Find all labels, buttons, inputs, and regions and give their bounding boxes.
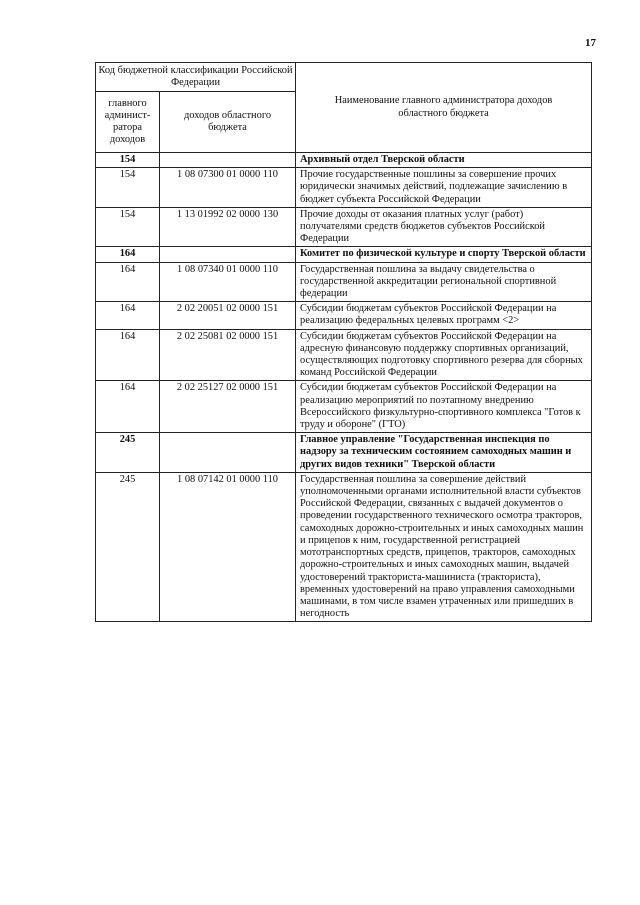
revenue-code-cell: 1 08 07340 01 0000 110 (160, 262, 296, 302)
revenue-code-cell: 1 08 07300 01 0000 110 (160, 168, 296, 208)
revenue-code-cell (160, 433, 296, 473)
header-administrator-name: Наименование главного администратора доходов областного бюджета (296, 63, 592, 153)
table-header (96, 63, 592, 153)
name-cell: Субсидии бюджетам субъектов Российской Федерации на реализацию мероприятий по поэтапному внедрению Всероссийского физкультурно-спортивного комплекса "Готов к труду и обороне" (ГТО) (296, 381, 592, 433)
admin-code-cell: 164 (96, 302, 160, 329)
table-row (96, 381, 592, 433)
table-body (96, 153, 592, 622)
table-row (96, 302, 592, 329)
revenue-code-cell (160, 247, 296, 262)
table-row (96, 472, 592, 621)
table-row (96, 207, 592, 247)
admin-code-cell: 164 (96, 262, 160, 302)
table-row (96, 168, 592, 208)
admin-code-cell: 154 (96, 153, 160, 168)
table-section-row (96, 247, 592, 262)
budget-classification-table (95, 62, 592, 622)
name-cell: Прочие государственные пошлины за совершение прочих юридически значимых действий, подлежащие зачислению в бюджет субъекта Российской Федерации (296, 168, 592, 208)
admin-code-cell: 245 (96, 472, 160, 621)
header-budget-classification-code: Код бюджетной классификации Российской Федерации (96, 63, 296, 92)
admin-code-cell: 164 (96, 381, 160, 433)
header-main-administrator: главного админист-ратора доходов (96, 92, 160, 153)
revenue-code-cell: 2 02 25081 02 0000 151 (160, 329, 296, 381)
admin-code-cell: 154 (96, 168, 160, 208)
name-cell: Субсидии бюджетам субъектов Российской Федерации на адресную финансовую поддержку спортивных организаций, осуществляющих подготовку спортивного резерва для сборных команд Российской Федерации (296, 329, 592, 381)
revenue-code-cell: 1 08 07142 01 0000 110 (160, 472, 296, 621)
admin-code-cell: 164 (96, 329, 160, 381)
name-cell: Главное управление "Государственная инспекция по надзору за техническим состоянием самоходных машин и других видов техники" Тверской области (296, 433, 592, 473)
admin-code-cell: 245 (96, 433, 160, 473)
name-cell: Государственная пошлина за совершение действий уполномоченными органами исполнительной власти субъектов Российской Федерации, связанных с выдачей документов о проведении государственного технического осмотра тракторов, самоходных дорожно-строительных и иных самоходных машин и прицепов к ним, государственной регистрацией мототранспортных средств, прицепов, тракторов, самоходных дорожно-строительных и иных самоходных машин, выдачей удостоверений тракториста-машиниста (тракториста), временных удостоверений на право управления самоходными машинами, в том числе взамен утраченных или пришедших в негодность (296, 472, 592, 621)
name-cell: Прочие доходы от оказания платных услуг (работ) получателями средств бюджетов субъектов Российской Федерации (296, 207, 592, 247)
revenue-code-cell (160, 153, 296, 168)
name-cell: Субсидии бюджетам субъектов Российской Федерации на реализацию федеральных целевых программ <2> (296, 302, 592, 329)
table-section-row (96, 153, 592, 168)
admin-code-cell: 164 (96, 247, 160, 262)
name-cell: Архивный отдел Тверской области (296, 153, 592, 168)
table-row (96, 329, 592, 381)
admin-code-cell: 154 (96, 207, 160, 247)
table-section-row (96, 433, 592, 473)
revenue-code-cell: 1 13 01992 02 0000 130 (160, 207, 296, 247)
name-cell: Комитет по физической культуре и спорту Тверской области (296, 247, 592, 262)
header-regional-budget-revenue: доходов областного бюджета (160, 92, 296, 153)
name-cell: Государственная пошлина за выдачу свидетельства о государственной аккредитации региональной спортивной федерации (296, 262, 592, 302)
revenue-code-cell: 2 02 20051 02 0000 151 (160, 302, 296, 329)
page-number: 17 (585, 37, 596, 49)
revenue-code-cell: 2 02 25127 02 0000 151 (160, 381, 296, 433)
table-row (96, 262, 592, 302)
